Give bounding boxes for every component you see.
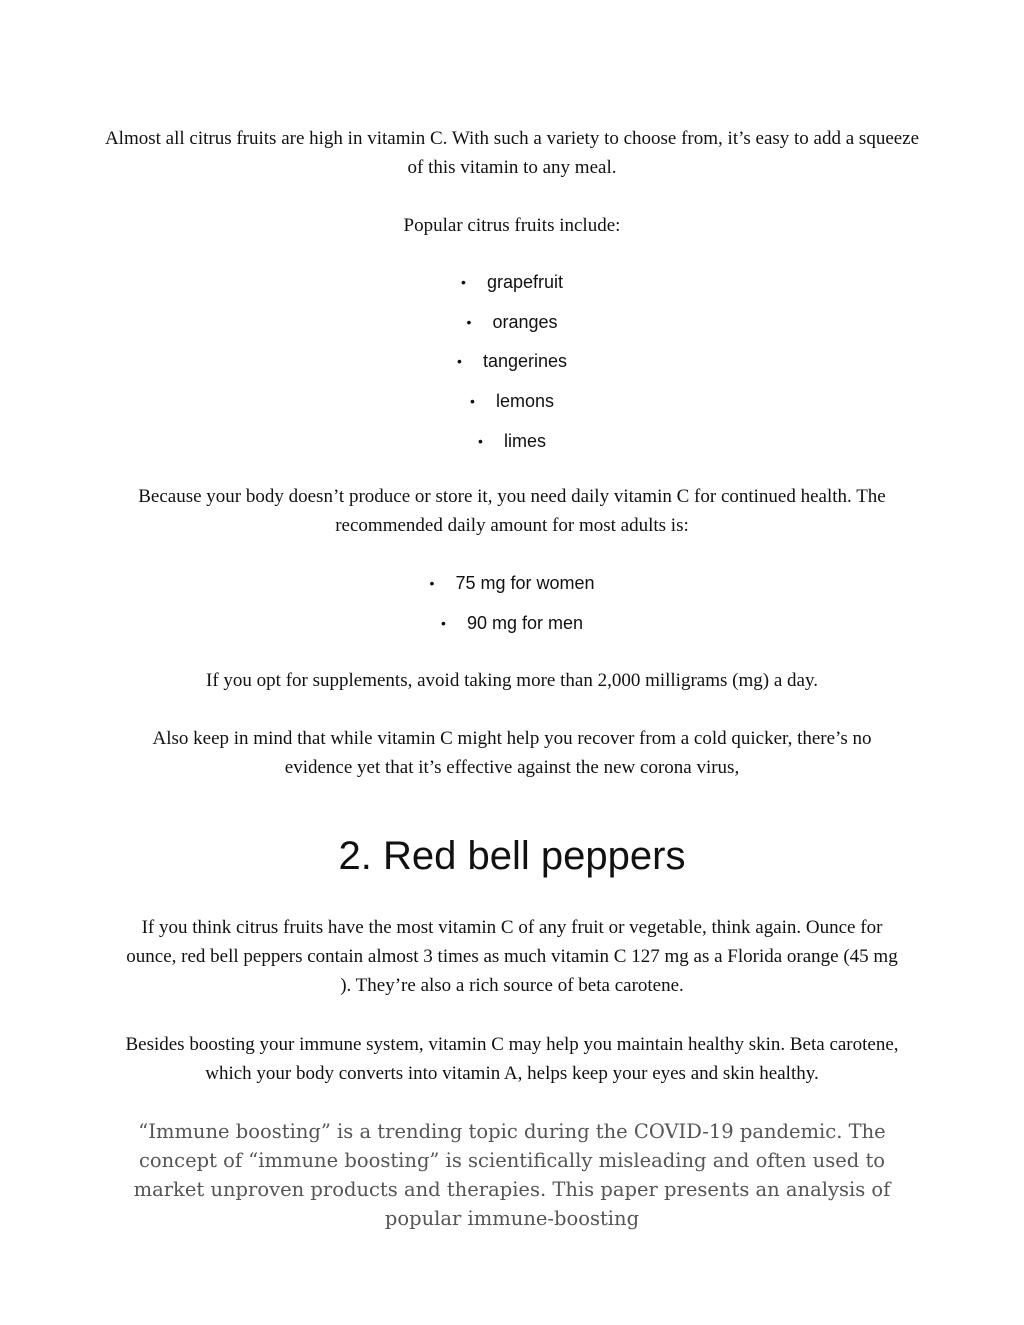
list-item: • 90 mg for men	[0, 604, 1024, 644]
list-item: • oranges	[0, 303, 1024, 343]
dosage-list	[0, 564, 1024, 643]
list-item: • lemons	[0, 382, 1024, 422]
bullet-icon: •	[440, 614, 446, 631]
immune-boosting-paragraph: “Immune boosting” is a trending topic during the COVID-19 pandemic. The concept of “immune boosting” is scientifically misleading and often used to market unproven products and therapies. This paper presents an analysis of popular immune-boosting	[133, 1120, 891, 1230]
list-item: • grapefruit	[0, 263, 1024, 303]
bullet-icon: •	[456, 353, 462, 370]
bullet-icon: •	[477, 432, 483, 449]
citrus-fruits-list	[0, 263, 1024, 462]
bullet-icon: •	[460, 274, 466, 290]
bullet-icon: •	[429, 575, 435, 591]
daily-amount-paragraph: Because your body doesn’t produce or store it, you need daily vitamin C for continued health. The recommended daily amount for most adults is:	[138, 486, 886, 536]
corona-note-paragraph: Also keep in mind that while vitamin C might help you recover from a cold quicker, there’s no evidence yet that it’s effective against the new corona virus,	[152, 728, 872, 778]
citrus-list-intro: Popular citrus fruits include:	[403, 215, 621, 236]
skin-health-paragraph: Besides boosting your immune system, vitamin C may help you maintain healthy skin. Beta carotene, which your body converts into vitamin A, helps keep your eyes and skin healthy.	[125, 1034, 899, 1084]
section-heading: 2. Red bell peppers	[338, 834, 686, 878]
bell-pepper-paragraph: If you think citrus fruits have the most vitamin C of any fruit or vegetable, think again. Ounce for ounce, red bell peppers contain almost 3 times as much vitamin C 127 mg as a Florida orange (45 mg ). They’re also a rich source of beta carotene.	[126, 917, 898, 996]
list-item: • limes	[0, 422, 1024, 462]
supplements-paragraph: If you opt for supplements, avoid taking more than 2,000 milligrams (mg) a day.	[206, 670, 818, 691]
intro-paragraph: Almost all citrus fruits are high in vitamin C. With such a variety to choose from, it’s easy to add a squeeze of this vitamin to any meal.	[104, 128, 920, 178]
list-item: • tangerines	[0, 342, 1024, 382]
bullet-icon: •	[466, 313, 472, 330]
bullet-icon: •	[469, 393, 475, 410]
list-item: • 75 mg for women	[0, 564, 1024, 604]
